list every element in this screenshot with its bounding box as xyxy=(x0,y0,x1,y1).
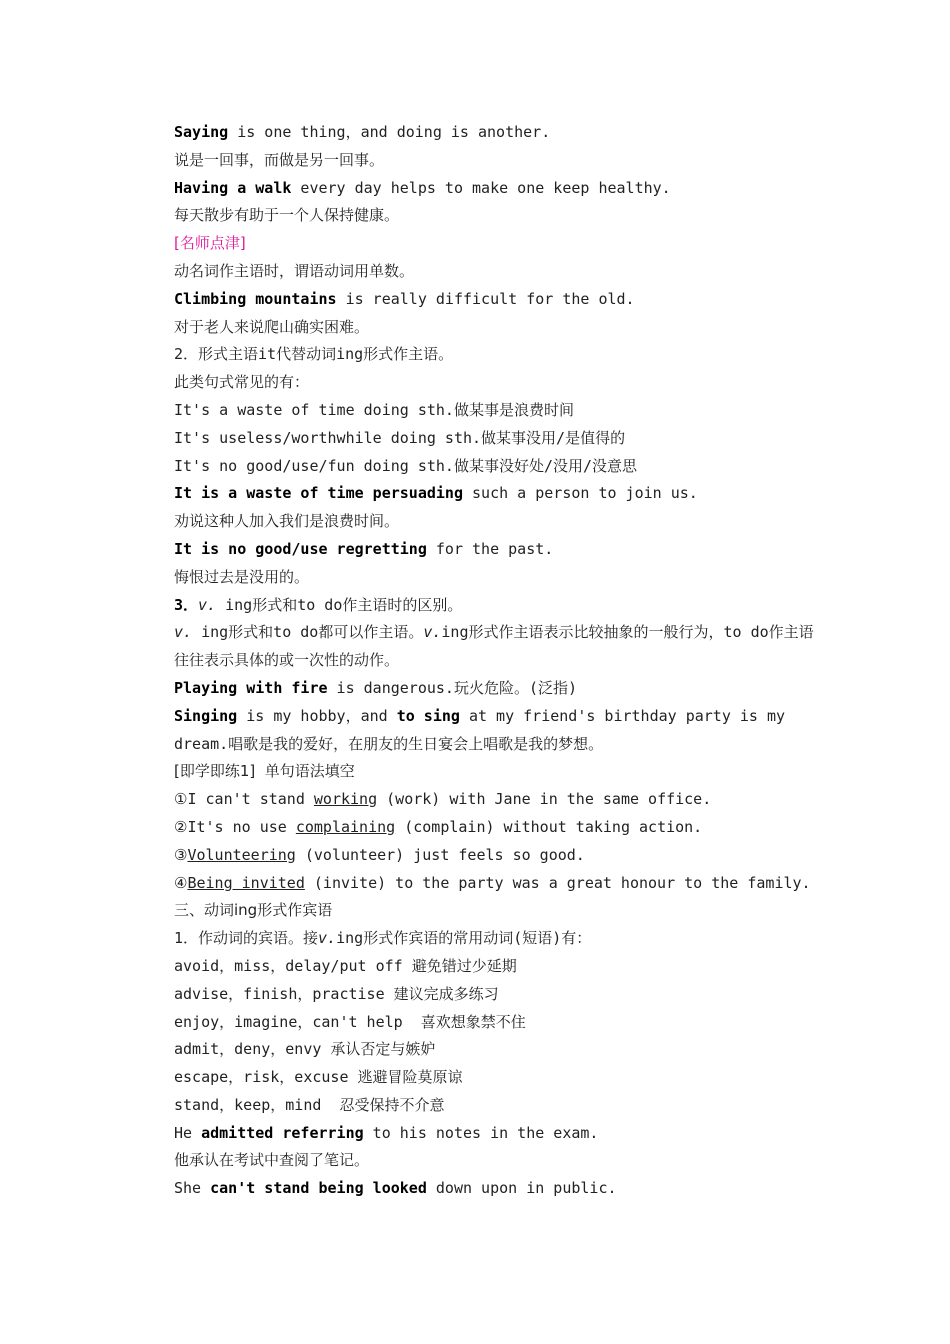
sentence-rest: for the past. xyxy=(426,539,554,558)
gerund-phrase: Climbing mountains xyxy=(174,289,337,308)
exercise-suffix: (complain) without taking action. xyxy=(395,817,703,836)
example-sentence xyxy=(137,119,817,147)
paragraph-text: ing形式作主语表示比较抽象的一般行为，to do作主语往往表示具体的或一次性的动作。 xyxy=(174,623,814,670)
gerund-phrase: Playing with fire xyxy=(174,678,328,697)
exercise-suffix: (invite) to the party was a great honour to the family. xyxy=(304,873,811,892)
verb-abbrev: v. xyxy=(318,929,337,948)
exercise-item xyxy=(137,842,817,870)
translation: 他承认在考试中查阅了笔记。 xyxy=(174,1151,370,1170)
sentence-rest: to his notes in the exam. xyxy=(363,1123,599,1142)
sentence-rest: down upon in public. xyxy=(426,1179,617,1198)
example-sentence xyxy=(137,1175,817,1203)
heading-text: ing形式和to do作主语时的区别。 xyxy=(216,595,463,614)
exercise-answer: working xyxy=(313,790,378,809)
verb-list-line: admit，deny，envy 承认否定与嫉妒 xyxy=(174,1040,436,1059)
example-sentence xyxy=(137,286,817,314)
explanation-paragraph xyxy=(137,619,817,675)
exercise-prefix: ④ xyxy=(174,873,188,892)
exercise-item xyxy=(137,814,817,842)
exercise-answer: complaining xyxy=(295,817,396,836)
exercise-answer: Volunteering xyxy=(187,845,296,864)
pattern-line: It's useless/worthwhile doing sth.做某事没用/是值得的 xyxy=(174,428,626,447)
sentence-rest: is dangerous.玩火危险。(泛指) xyxy=(327,678,578,697)
infinitive-phrase: to sing xyxy=(396,706,460,725)
sentence-start: He xyxy=(174,1123,202,1142)
verb-list-line: advise，finish，practise 建议完成多练习 xyxy=(174,984,499,1003)
exercise-prefix: ③ xyxy=(174,845,188,864)
example-paragraph xyxy=(137,703,817,759)
sentence-start: She xyxy=(174,1179,211,1198)
translation: 说是一回事，而做是另一回事。 xyxy=(174,150,385,169)
document-body xyxy=(137,119,817,1203)
pattern-line: It's no good/use/fun doing sth.做某事没好处/没用/没意思 xyxy=(174,456,638,475)
exercise-heading: [即学即练1] 单句语法填空 xyxy=(174,762,355,781)
sentence-rest: is one thing，and doing is another. xyxy=(228,123,551,141)
translation: 劝说这种人加入我们是浪费时间。 xyxy=(174,512,400,531)
verb-list-line: avoid，miss，delay/put off 避免错过少延期 xyxy=(174,956,517,975)
sentence-rest: is my hobby，and xyxy=(237,706,397,725)
verb-list-line: stand，keep，mind 忍受保持不介意 xyxy=(174,1095,445,1114)
verb-list-line: enjoy，imagine，can't help 喜欢想象禁不住 xyxy=(174,1012,526,1031)
heading-text: 1．作动词的宾语。接 xyxy=(174,929,319,948)
rule-text: 动名词作主语时，谓语动词用单数。 xyxy=(174,261,415,280)
translation: 悔恨过去是没用的。 xyxy=(174,567,310,586)
exercise-prefix: ①I can't stand xyxy=(174,790,314,809)
exercise-prefix: ②It's no use xyxy=(174,817,296,836)
sentence-rest: at my friend's birthday party is my dream.唱歌是我的爱好，在朋友的生日宴会上唱歌是我的梦想。 xyxy=(174,706,786,753)
sentence-rest: such a person to join us. xyxy=(462,484,698,503)
sentence-rest: every day helps to make one keep healthy. xyxy=(291,178,671,197)
gerund-phrase: admitted referring xyxy=(201,1123,364,1142)
section-number: 3． xyxy=(174,595,199,614)
rule-text: 此类句式常见的有： xyxy=(174,373,310,392)
exercise-item xyxy=(137,870,817,898)
verb-list-line: escape，risk，excuse 逃避冒险莫原谅 xyxy=(174,1068,463,1087)
paragraph-text: ing形式和to do都可以作主语。 xyxy=(192,623,424,642)
pattern-line: It's a waste of time doing sth.做某事是浪费时间 xyxy=(174,400,574,419)
gerund-phrase: Saying xyxy=(174,123,229,141)
verb-abbrev: v. xyxy=(198,595,217,614)
translation: 对于老人来说爬山确实困难。 xyxy=(174,317,370,336)
example-sentence xyxy=(137,1120,817,1148)
exercise-suffix: (volunteer) just feels so good. xyxy=(295,845,585,864)
gerund-phrase: It is no good/use regretting xyxy=(174,539,427,558)
section-heading: 2．形式主语it代替动词ing形式作主语。 xyxy=(174,345,454,364)
gerund-phrase: Having a walk xyxy=(174,178,292,197)
heading-text: ing形式作宾语的常用动词(短语)有： xyxy=(336,929,592,948)
exercise-suffix: (work) with Jane in the same office. xyxy=(377,790,712,809)
exercise-answer: Being invited xyxy=(187,873,305,892)
exercise-item xyxy=(137,786,817,814)
section-heading: 三、动词ing形式作宾语 xyxy=(174,901,333,920)
teacher-tip-heading: [名师点津] xyxy=(174,234,246,253)
example-sentence xyxy=(137,175,817,203)
gerund-phrase: can't stand being looked xyxy=(210,1179,427,1198)
example-sentence xyxy=(137,675,817,703)
section-heading xyxy=(137,592,817,620)
translation: 每天散步有助于一个人保持健康。 xyxy=(174,206,400,225)
sentence-rest: is really difficult for the old. xyxy=(336,289,635,308)
verb-abbrev: v. xyxy=(174,623,193,642)
gerund-phrase: It is a waste of time persuading xyxy=(174,484,463,503)
example-sentence xyxy=(137,536,817,564)
example-sentence xyxy=(137,480,817,508)
subsection-heading xyxy=(137,925,817,953)
verb-abbrev: v. xyxy=(423,623,442,642)
gerund-phrase: Singing xyxy=(174,706,238,725)
